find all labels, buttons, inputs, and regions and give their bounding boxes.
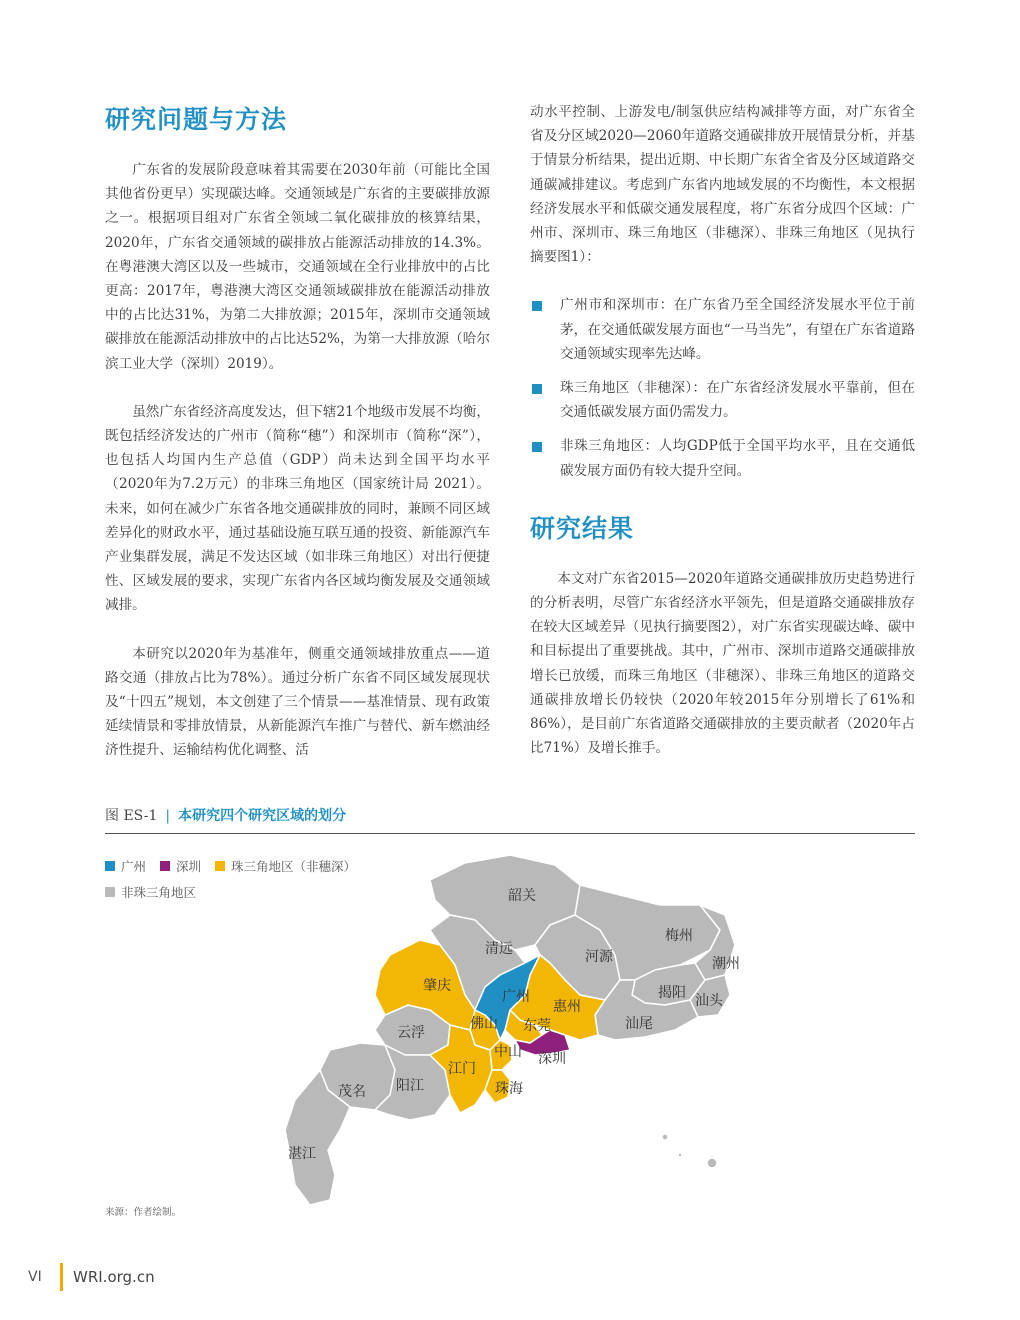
figure-source: 来源：作者绘制。	[105, 1207, 182, 1218]
footer-accent-bar	[60, 1263, 63, 1291]
city-label-qingyuan: 清远	[485, 941, 513, 957]
city-label-zhongshan: 中山	[494, 1044, 522, 1060]
city-label-yangjiang: 阳江	[396, 1078, 424, 1094]
city-label-shanwei: 汕尾	[625, 1016, 653, 1032]
section-heading-methods: 研究问题与方法	[105, 105, 288, 134]
bullet-square-icon	[532, 442, 542, 452]
city-label-shenzhen: 深圳	[538, 1051, 566, 1067]
paragraph: 广东省的发展阶段意味着其需要在2030年前（可能比全国其他省份更早）实现碳达峰。交通领域是广东省的主要碳排放源之一。根据项目组对广东省全领域二氧化碳排放的核算结果，2020年，广东省交通领域的碳排放占能源活动排放的14.3%。在粤港澳大湾区以及一些城市，交通领域在全行业排放中的占比更高：2017年，粤港澳大湾区交通领域碳排放在能源活动排放中的占比达31%，为第二大排放源；2015年，深圳市交通领域碳排放在能源活动排放中的占比达52%，为第一大排放源（哈尔滨工业大学（深圳）2019）。	[105, 162, 490, 372]
city-label-huizhou: 惠州	[553, 999, 581, 1015]
right-column	[530, 100, 915, 784]
figure-title: 本研究四个研究区域的划分	[178, 808, 347, 824]
list-item	[530, 376, 915, 424]
legend-label: 珠三角地区（非穗深）	[231, 859, 357, 874]
list-item	[530, 293, 915, 366]
section-heading-results: 研究结果	[530, 513, 635, 543]
left-column	[105, 100, 490, 787]
paragraph: 本文对广东省2015—2020年道路交通碳排放历史趋势进行的分析表明，尽管广东省经济水平领先，但是道路交通碳排放存在较大区域差异（见执行摘要图2），对广东省实现碳达峰、碳中和目标提出了重要挑战。其中，广州市、深圳市道路交通碳排放增长已放缓，而珠三角地区（非穗深）、非珠三角地区的道路交通碳排放增长仍较快（2020年较2015年分别增长了61%和86%），是目前广东省道路交通碳排放的主要贡献者（2020年占比71%）及增长推手。	[530, 570, 915, 757]
city-label-chaozhou: 潮州	[712, 956, 740, 972]
legend-label: 深圳	[176, 859, 202, 874]
caption-separator: |	[165, 808, 171, 824]
city-label-zhaoqing: 肇庆	[423, 978, 451, 994]
legend-swatch	[105, 887, 115, 897]
paragraph: 虽然广东省经济高度发达，但下辖21个地级市发展不均衡，既包括经济发达的广州市（简称“穗”）和深圳市（简称“深”），也包括人均国内生产总值（GDP）尚未达到全国平均水平（2020年为7.2万元）的非珠三角地区（国家统计局 2021）。未来，如何在减少广东省各地交通碳排放的同时，兼顾不同区域差异化的财政水平，通过基础设施互联互通的投资、新能源汽车产业集群发展，满足不发达区域（如非珠三角地区）对出行便捷性、区域发展的要求，实现广东省内各区域均衡发展及交通领域减排。	[105, 403, 490, 614]
list-item	[530, 434, 915, 482]
legend-swatch	[215, 861, 225, 871]
city-label-dongguan: 东莞	[523, 1018, 551, 1034]
page-number: VI	[28, 1269, 42, 1285]
legend-item-non-prd	[105, 883, 196, 901]
island	[707, 1158, 717, 1168]
legend-item-shenzhen	[160, 857, 201, 875]
city-label-zhanjiang: 湛江	[288, 1146, 316, 1162]
city-label-meizhou: 梅州	[665, 928, 693, 944]
city-label-shaoguan: 韶关	[508, 888, 536, 904]
list-item-text: 广州市和深圳市：在广东省乃至全国经济发展水平位于前茅，在交通低碳发展方面也“一马当先”，有望在广东省道路交通领域实现率先达峰。	[560, 297, 915, 362]
guangdong-region-map	[280, 845, 750, 1210]
city-label-jiangmen: 江门	[448, 1061, 476, 1077]
city-label-jieyang: 揭阳	[658, 985, 686, 1001]
legend-label: 非珠三角地区	[121, 885, 197, 900]
legend-item-guangzhou	[105, 857, 146, 875]
bullet-square-icon	[532, 301, 542, 311]
list-item-text: 珠三角地区（非穗深）：在广东省经济发展水平靠前，但在交通低碳发展方面仍需发力。	[560, 380, 915, 421]
island	[662, 1134, 668, 1140]
legend-swatch	[105, 861, 115, 871]
site-link[interactable]: WRI.org.cn	[73, 1268, 155, 1286]
city-label-maoming: 茂名	[338, 1084, 366, 1100]
city-label-zhuhai: 珠海	[495, 1081, 523, 1097]
city-label-yunfu: 云浮	[397, 1025, 425, 1041]
island	[678, 1153, 682, 1157]
figure-caption	[105, 805, 915, 834]
city-label-foshan: 佛山	[470, 1016, 498, 1032]
figure-number: 图 ES-1	[105, 808, 158, 824]
legend-swatch	[160, 861, 170, 871]
bullet-square-icon	[532, 384, 542, 394]
city-label-heyuan: 河源	[585, 949, 613, 965]
paragraph: 动水平控制、上游发电/制氢供应结构减排等方面，对广东省全省及分区域2020—2060年道路交通碳排放开展情景分析，并基于情景分析结果，提出近期、中长期广东省全省及分区域道路交通碳减排建议。考虑到广东省内地域发展的不均衡性，本文根据经济发展水平和低碳交通发展程度，将广东省分成四个区域：广州市、深圳市、珠三角地区（非穗深）、非珠三角地区（见执行摘要图1）：	[530, 104, 915, 266]
city-label-guangzhou: 广州	[502, 989, 530, 1005]
region-list	[530, 293, 915, 482]
list-item-text: 非珠三角地区：人均GDP低于全国平均水平，且在交通低碳发展方面仍有较大提升空间。	[560, 438, 915, 479]
page-footer	[28, 1262, 155, 1292]
legend-label: 广州	[121, 859, 147, 874]
paragraph: 本研究以2020年为基准年，侧重交通领域排放重点——道路交通（排放占比为78%）。通过分析广东省不同区域发展现状及“十四五”规划，本文创建了三个情景——基准情景、现有政策延续情景和零排放情景，从新能源汽车推广与替代、新车燃油经济性提升、运输结构优化调整、活	[105, 645, 490, 759]
city-label-shantou: 汕头	[695, 993, 723, 1009]
